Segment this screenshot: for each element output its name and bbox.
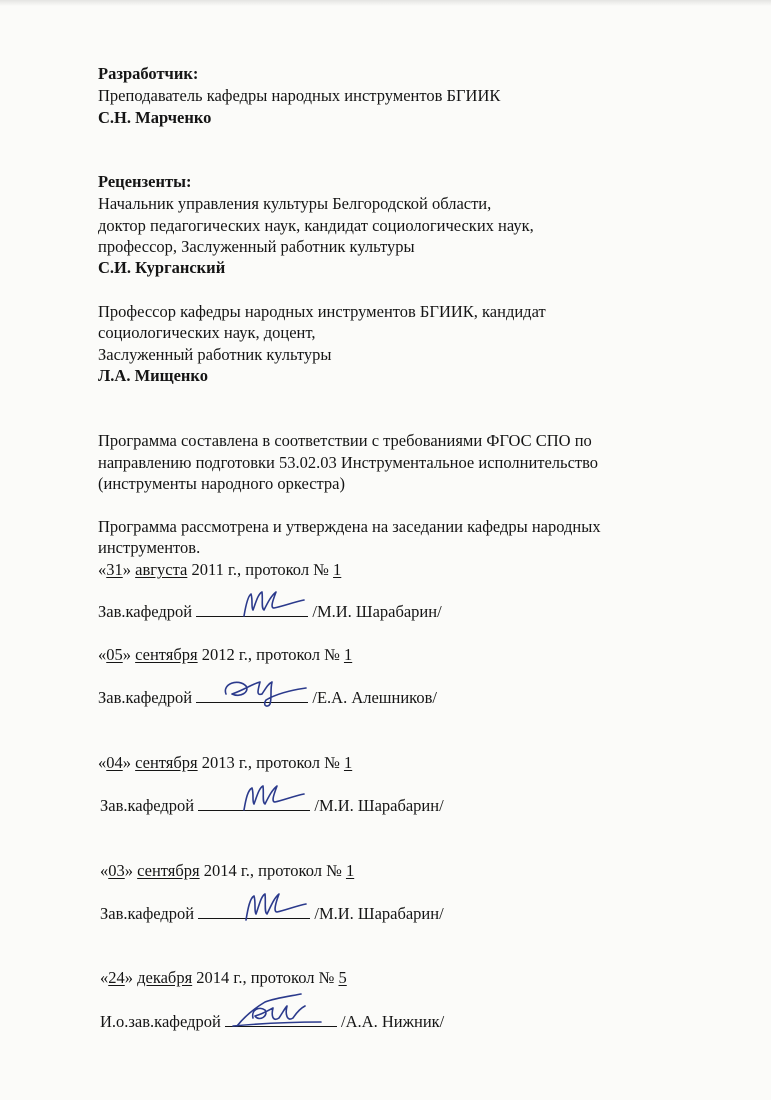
protocol-day: 24 [108,968,125,987]
scan-edge-shadow [0,0,771,6]
signer-name: /Е.А. Алешников/ [312,688,437,707]
handwritten-signature [198,888,310,924]
protocol-day: 31 [106,560,123,579]
compliance-line: Программа составлена в соответствии с требованиями ФГОС СПО по [98,431,592,450]
signature-line [196,602,308,617]
signature-line [196,688,308,703]
approval-line: Программа рассмотрена и утверждена на заседании кафедры народных [98,517,601,536]
protocol-day: 03 [108,861,125,880]
compliance-line: направлению подготовки 53.02.03 Инструментальное исполнительство [98,453,599,472]
protocol-entry: «24» декабря 2014 г., протокол № 5 [100,968,347,987]
reviewer2-line: Заслуженный работник культуры [98,345,332,364]
reviewer1-name: С.И. Курганский [98,258,226,277]
developer-position: Преподаватель кафедры народных инструментов БГИИК [98,86,501,105]
protocol-entry: «05» сентября 2012 г., протокол № 1 [98,645,353,664]
protocol-entry: «03» сентября 2014 г., протокол № 1 [100,861,355,880]
signature-row [100,796,444,816]
developer-name: С.Н. Марченко [98,108,212,127]
protocol-entry: «04» сентября 2013 г., протокол № 1 [98,753,353,772]
protocol-entry: «31» августа 2011 г., протокол № 1 [98,560,342,579]
handwritten-signature [198,780,310,816]
developer-heading: Разработчик: [98,64,199,83]
signer-name: /М.И. Шарабарин/ [314,796,444,815]
protocol-month: сентября [135,645,198,664]
signer-role: Зав.кафедрой [100,796,195,815]
signer-role: Зав.кафедрой [100,904,195,923]
protocol-number: 1 [343,645,353,664]
reviewer2-line: Профессор кафедры народных инструментов БГИИК, кандидат [98,302,546,321]
reviewer1-line: доктор педагогических наук, кандидат социологических наук, [98,216,534,235]
reviewers-heading: Рецензенты: [98,172,192,191]
signature-row [100,1012,444,1032]
signer-name: /М.И. Шарабарин/ [312,602,442,621]
compliance-line: (инструменты народного оркестра) [98,474,346,493]
protocol-label: г., протокол № [236,861,346,880]
reviewer1-line: профессор, Заслуженный работник культуры [98,237,415,256]
signer-role: Зав.кафедрой [98,602,193,621]
protocol-year: 2014 [196,968,230,987]
signer-name: /А.А. Нижник/ [341,1012,445,1031]
protocol-label: г., протокол № [234,753,344,772]
signature-line [225,1012,337,1027]
protocol-label: г., протокол № [223,560,334,579]
approval-line: инструментов. [98,538,201,557]
reviewer2-name: Л.А. Мищенко [98,366,208,385]
protocol-day: 05 [106,645,123,664]
protocol-month: декабря [137,968,193,987]
protocol-year: 2012 [201,645,235,664]
protocol-month: сентября [137,861,200,880]
signature-row [98,688,437,708]
protocol-number: 1 [345,861,355,880]
reviewer2-line: социологических наук, доцент, [98,323,316,342]
protocol-year: 2013 [201,753,235,772]
handwritten-signature [196,586,308,622]
protocol-year: 2011 [191,560,224,579]
reviewer1-line: Начальник управления культуры Белгородской области, [98,194,492,213]
signature-line [198,904,310,919]
handwritten-signature [196,672,308,708]
signer-role: Зав.кафедрой [98,688,193,707]
protocol-day: 04 [106,753,123,772]
protocol-year: 2014 [203,861,237,880]
protocol-label: г., протокол № [229,968,339,987]
signature-row [98,602,442,622]
protocol-number: 1 [343,753,353,772]
protocol-label: г., протокол № [234,645,344,664]
signer-role: И.о.зав.кафедрой [100,1012,221,1031]
protocol-number: 1 [333,560,342,579]
signature-row [100,904,444,924]
signature-line [198,796,310,811]
handwritten-signature [225,996,337,1032]
signer-name: /М.И. Шарабарин/ [314,904,444,923]
protocol-month: сентября [135,753,198,772]
protocol-month: августа [135,560,188,579]
protocol-number: 5 [338,968,347,987]
